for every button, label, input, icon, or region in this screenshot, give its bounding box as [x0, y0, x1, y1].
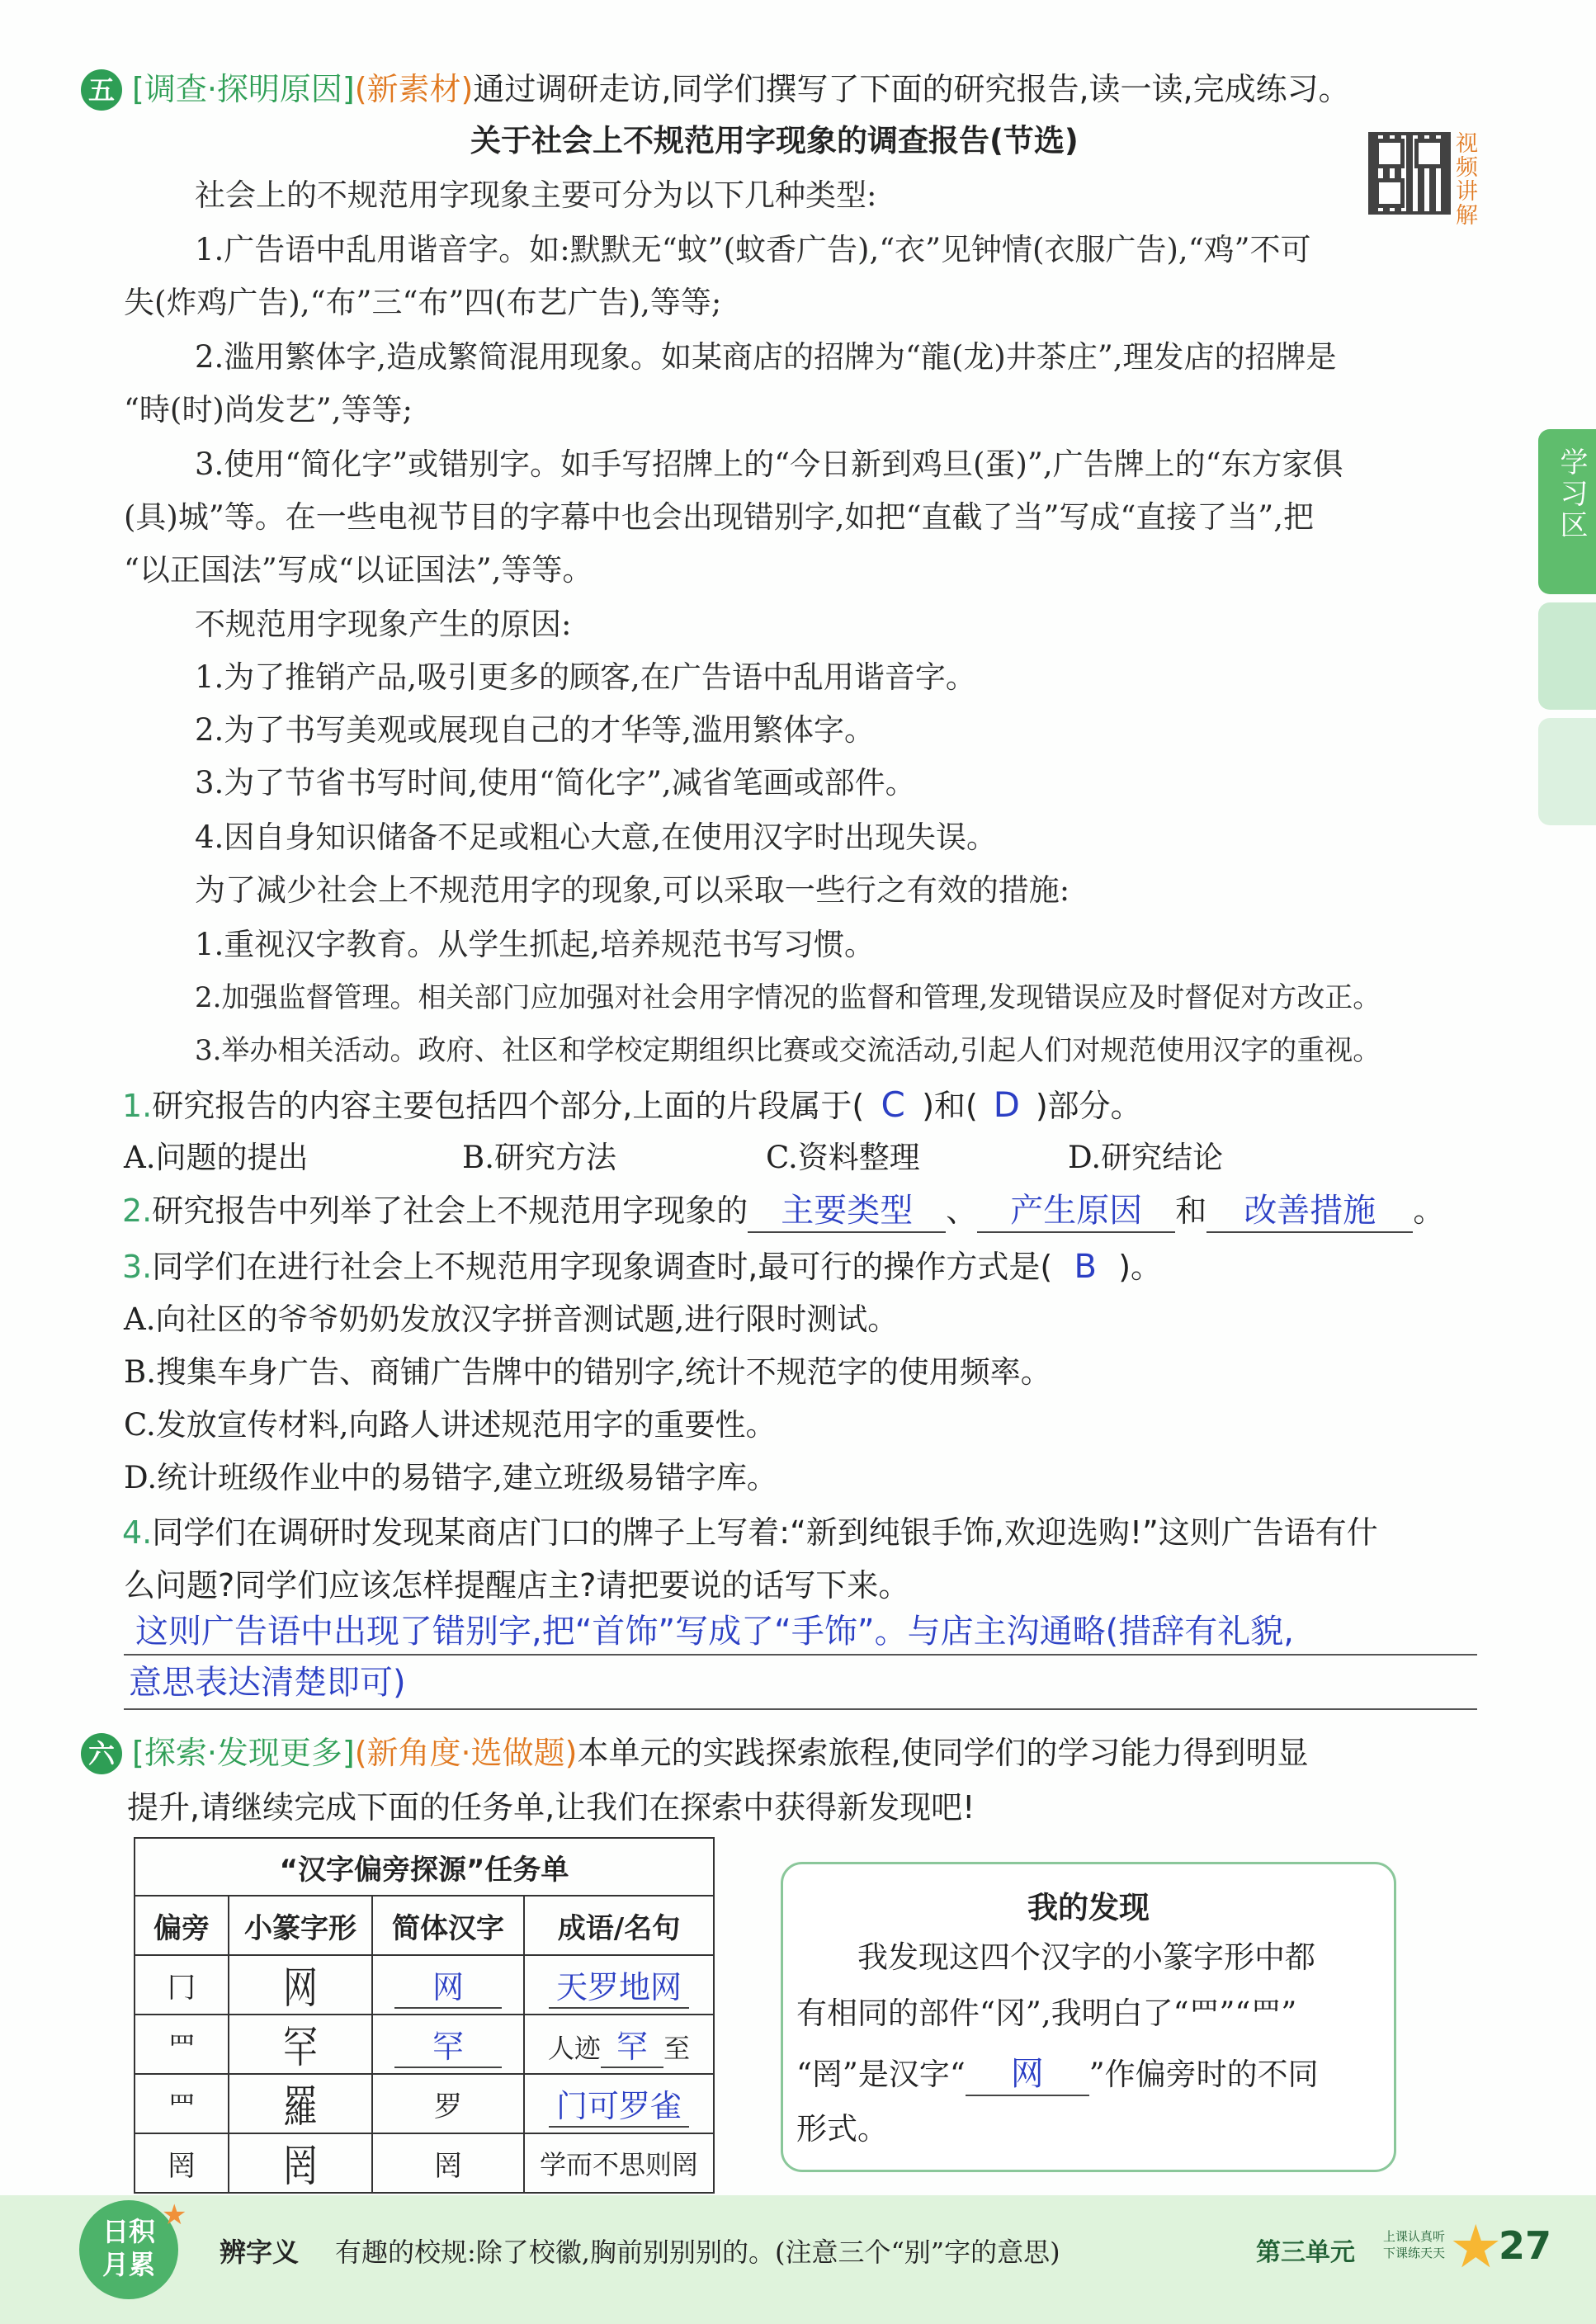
report-paragraph: 2.加强监督管理。相关部门应加强对社会用字情况的监督和管理,发现错误应及时督促对方改正。: [195, 981, 1381, 1014]
answer-2c[interactable]: 改善措施: [1206, 1190, 1413, 1233]
answer-4-line1[interactable]: 这则广告语中出现了错别字,把“首饰”写成了“手饰”。与店主沟通略(措辞有礼貌,: [135, 1613, 1294, 1651]
report-paragraph: 失(炸鸡广告),“布”三“布”四(布艺广告),等等;: [124, 285, 722, 320]
section5-intro: 通过调研走访,同学们撰写了下面的研究报告,读一读,完成练习。: [473, 71, 1350, 107]
report-paragraph: 1.重视汉字教育。从学生抓起,培养规范书写习惯。: [195, 927, 876, 962]
section5-tag: [调查·探明原因]: [132, 71, 355, 107]
report-paragraph: (具)城”等。在一些电视节目的字幕中也会出现错别字,如把“直截了当”写成“直接了当”,把: [124, 499, 1314, 535]
simplified-cell: 罗: [372, 2074, 524, 2133]
report-paragraph: 为了减少社会上不规范用字的现象,可以采取一些行之有效的措施:: [195, 872, 1070, 908]
discovery-line: 我发现这四个汉字的小篆字形中都: [857, 1939, 1315, 1975]
question-text: 。: [1413, 1193, 1445, 1229]
radical-cell: 冂: [135, 1955, 229, 2015]
report-paragraph: 3.为了节省书写时间,使用“简化字”,减省笔画或部件。: [195, 765, 916, 801]
discovery-line: “罔”是汉字“ 网 ”作偏旁时的不同: [796, 2048, 1319, 2096]
question-text: )部分。: [1035, 1088, 1142, 1124]
section6-heading: [132, 1730, 1309, 1776]
report-paragraph: “時(时)尚发艺”,等等;: [124, 392, 413, 427]
side-tab-decoration: [1538, 602, 1596, 710]
report-paragraph: 社会上的不规范用字现象主要可分为以下几种类型:: [195, 177, 877, 213]
footer-badge-text: 日积: [102, 2216, 155, 2247]
answer-2b[interactable]: 产生原因: [977, 1190, 1175, 1233]
table-row: [135, 2133, 714, 2193]
idiom-cell[interactable]: [524, 2015, 714, 2074]
idiom-answer[interactable]: 门可罗雀: [549, 2081, 689, 2128]
answer-2a[interactable]: 主要类型: [748, 1190, 946, 1233]
answer-line: [124, 1708, 1477, 1710]
seal-script-glyph: 网: [229, 1948, 372, 2022]
idiom-answer[interactable]: 天罗地网: [549, 1962, 689, 2009]
section5-badge: 五: [81, 69, 122, 111]
seal-script-glyph: 罔: [229, 2126, 372, 2200]
qr-code[interactable]: [1368, 132, 1451, 215]
answer-4-line2[interactable]: 意思表达清楚即可): [129, 1664, 406, 1702]
side-tab-study-area[interactable]: [1538, 429, 1596, 594]
question-number: 4.: [122, 1514, 153, 1551]
question-text: 同学们在调研时发现某商店门口的牌子上写着:“新到纯银手饰,欢迎选购!”这则广告语有什: [152, 1514, 1378, 1551]
question-number: 2.: [122, 1193, 153, 1229]
discovery-line: 有相同的部件“冈”,我明白了“罒”“罒”: [796, 1996, 1297, 2031]
question-number: 1.: [122, 1088, 153, 1124]
table-header: 简体汉字: [372, 1896, 524, 1955]
report-paragraph: 1.为了推销产品,吸引更多的顾客,在广告语中乱用谐音字。: [195, 659, 976, 695]
report-paragraph: 4.因自身知识储备不足或粗心大意,在使用汉字时出现失误。: [195, 820, 998, 855]
side-tab-decoration: [1538, 718, 1596, 825]
radical-cell: 罒: [135, 2074, 229, 2133]
question-4: [122, 1512, 1378, 1553]
section6-tag-new: (新角度·选做题): [354, 1735, 578, 1771]
question-text: )。: [1118, 1249, 1163, 1285]
simplified-cell[interactable]: [372, 1955, 524, 2015]
footer-slogan: 上课认真听 下课练天天: [1383, 2229, 1446, 2260]
option: D.统计班级作业中的易错字,建立班级易错字库。: [124, 1460, 777, 1495]
seal-script-glyph: 罕: [229, 2007, 372, 2081]
discovery-line: 形式。: [796, 2111, 888, 2147]
question-text: 和: [1175, 1193, 1207, 1229]
report-paragraph: 2.滥用繁体字,造成繁简混用现象。如某商店的招牌为“龍(龙)井茶庄”,理发店的招牌是: [195, 339, 1337, 375]
footer-label: 辨字义: [220, 2237, 300, 2268]
page-number: 27: [1499, 2223, 1552, 2268]
simplified-cell[interactable]: [372, 2015, 524, 2074]
question-4-continued: 么问题?同学们应该怎样提醒店主?请把要说的话写下来。: [124, 1567, 910, 1604]
report-paragraph: 3.举办相关活动。政府、社区和学校定期组织比赛或交流活动,引起人们对规范使用汉字的重视。: [195, 1034, 1381, 1067]
idiom-text: 至: [663, 2032, 691, 2064]
footer-bar: [0, 2195, 1596, 2324]
question-text: 研究报告的内容主要包括四个部分,上面的片段属于(: [152, 1088, 865, 1124]
question-number: 3.: [122, 1249, 153, 1285]
section6-tag: [探索·发现更多]: [132, 1735, 355, 1771]
report-title: 关于社会上不规范用字现象的调查报告(节选): [470, 123, 1079, 158]
side-tab-label: 学习区: [1555, 447, 1588, 541]
idiom-cell[interactable]: [524, 1955, 714, 2015]
unit-label: 第三单元: [1256, 2238, 1355, 2267]
discovery-answer[interactable]: 网: [966, 2048, 1089, 2096]
option: B.研究方法: [462, 1140, 616, 1175]
question-text: 、: [946, 1193, 978, 1229]
star-icon: ★: [162, 2199, 187, 2232]
table-row: [135, 2074, 714, 2133]
footer-text: 有趣的校规:除了校徽,胸前别别别的。(注意三个“别”字的意思): [335, 2237, 1060, 2268]
radical-cell: 罒: [135, 2015, 229, 2074]
footer-badge-text: 月累: [102, 2249, 155, 2280]
section6-badge: 六: [81, 1733, 122, 1774]
option: C.发放宣传材料,向路人讲述规范用字的重要性。: [124, 1407, 777, 1443]
question-text: )和(: [922, 1088, 978, 1124]
table-header: 小篆字形: [229, 1896, 372, 1955]
option: A.问题的提出: [124, 1140, 309, 1175]
question-2: [122, 1190, 1444, 1233]
seal-script-glyph: 羅: [229, 2067, 372, 2141]
simplified-answer[interactable]: 罕: [394, 2021, 502, 2068]
idiom-cell: 学而不思则罔: [524, 2133, 714, 2193]
report-paragraph: 1.广告语中乱用谐音字。如:默默无“蚊”(蚊香广告),“衣”见钟情(衣服广告),“鸡”不可: [195, 232, 1311, 267]
question-text: 同学们在进行社会上不规范用字现象调查时,最可行的操作方式是(: [152, 1249, 1053, 1285]
option: C.资料整理: [766, 1140, 920, 1175]
report-paragraph: 不规范用字现象产生的原因:: [195, 607, 572, 642]
answer-1a[interactable]: C: [881, 1084, 905, 1125]
section5-heading: [132, 66, 1350, 112]
option: B.搜集车身广告、商铺广告牌中的错别字,统计不规范字的使用频率。: [124, 1354, 1051, 1390]
option: A.向社区的爷爷奶奶发放汉字拼音测试题,进行限时测试。: [124, 1301, 899, 1337]
table-header: 成语/名句: [524, 1896, 714, 1955]
radical-cell: 罔: [135, 2133, 229, 2193]
simplified-cell: 罔: [372, 2133, 524, 2193]
section5-tag-new: (新素材): [354, 71, 474, 107]
answer-1b[interactable]: D: [993, 1084, 1021, 1125]
report-paragraph: 3.使用“简化字”或错别字。如手写招牌上的“今日新到鸡旦(蛋)”,广告牌上的“东方家俱: [195, 446, 1343, 482]
idiom-text: 人迹: [547, 2032, 601, 2064]
task-sheet: [134, 1837, 715, 2194]
question-3: [122, 1246, 1162, 1287]
question-1: [122, 1084, 1142, 1127]
section6-intro: 本单元的实践探索旅程,使同学们的学习能力得到明显: [577, 1735, 1309, 1771]
qr-label: 视频讲解: [1456, 131, 1478, 229]
radical-glyph: 罔: [811, 2057, 843, 2092]
table-row: [135, 1955, 714, 2015]
idiom-answer[interactable]: 罕: [601, 2021, 663, 2068]
mascot-icon: ★: [1449, 2212, 1503, 2281]
answer-3[interactable]: B: [1074, 1248, 1097, 1286]
discovery-title: 我的发现: [1027, 1890, 1150, 1925]
report-paragraph: “以正国法”写成“以证国法”,等等。: [124, 552, 593, 588]
radical-glyph: 罒: [1188, 1996, 1220, 2031]
task-sheet-title: “汉字偏旁探源”任务单: [135, 1838, 714, 1896]
simplified-answer[interactable]: 网: [394, 1962, 502, 2009]
table-row: [135, 2015, 714, 2074]
answer-line: [124, 1654, 1477, 1656]
table-header: 偏旁: [135, 1896, 229, 1955]
discovery-box: [781, 1862, 1396, 2172]
idiom-cell[interactable]: [524, 2074, 714, 2133]
component-glyph: 冈: [994, 1996, 1026, 2031]
option: D.研究结论: [1068, 1140, 1224, 1175]
radical-glyph: 罒: [1250, 1996, 1282, 2031]
section6-intro-continued: 提升,请继续完成下面的任务单,让我们在探索中获得新发现吧!: [127, 1789, 975, 1826]
report-paragraph: 2.为了书写美观或展现自己的才华等,滥用繁体字。: [195, 712, 876, 748]
question-text: 研究报告中列举了社会上不规范用字现象的: [152, 1193, 748, 1229]
